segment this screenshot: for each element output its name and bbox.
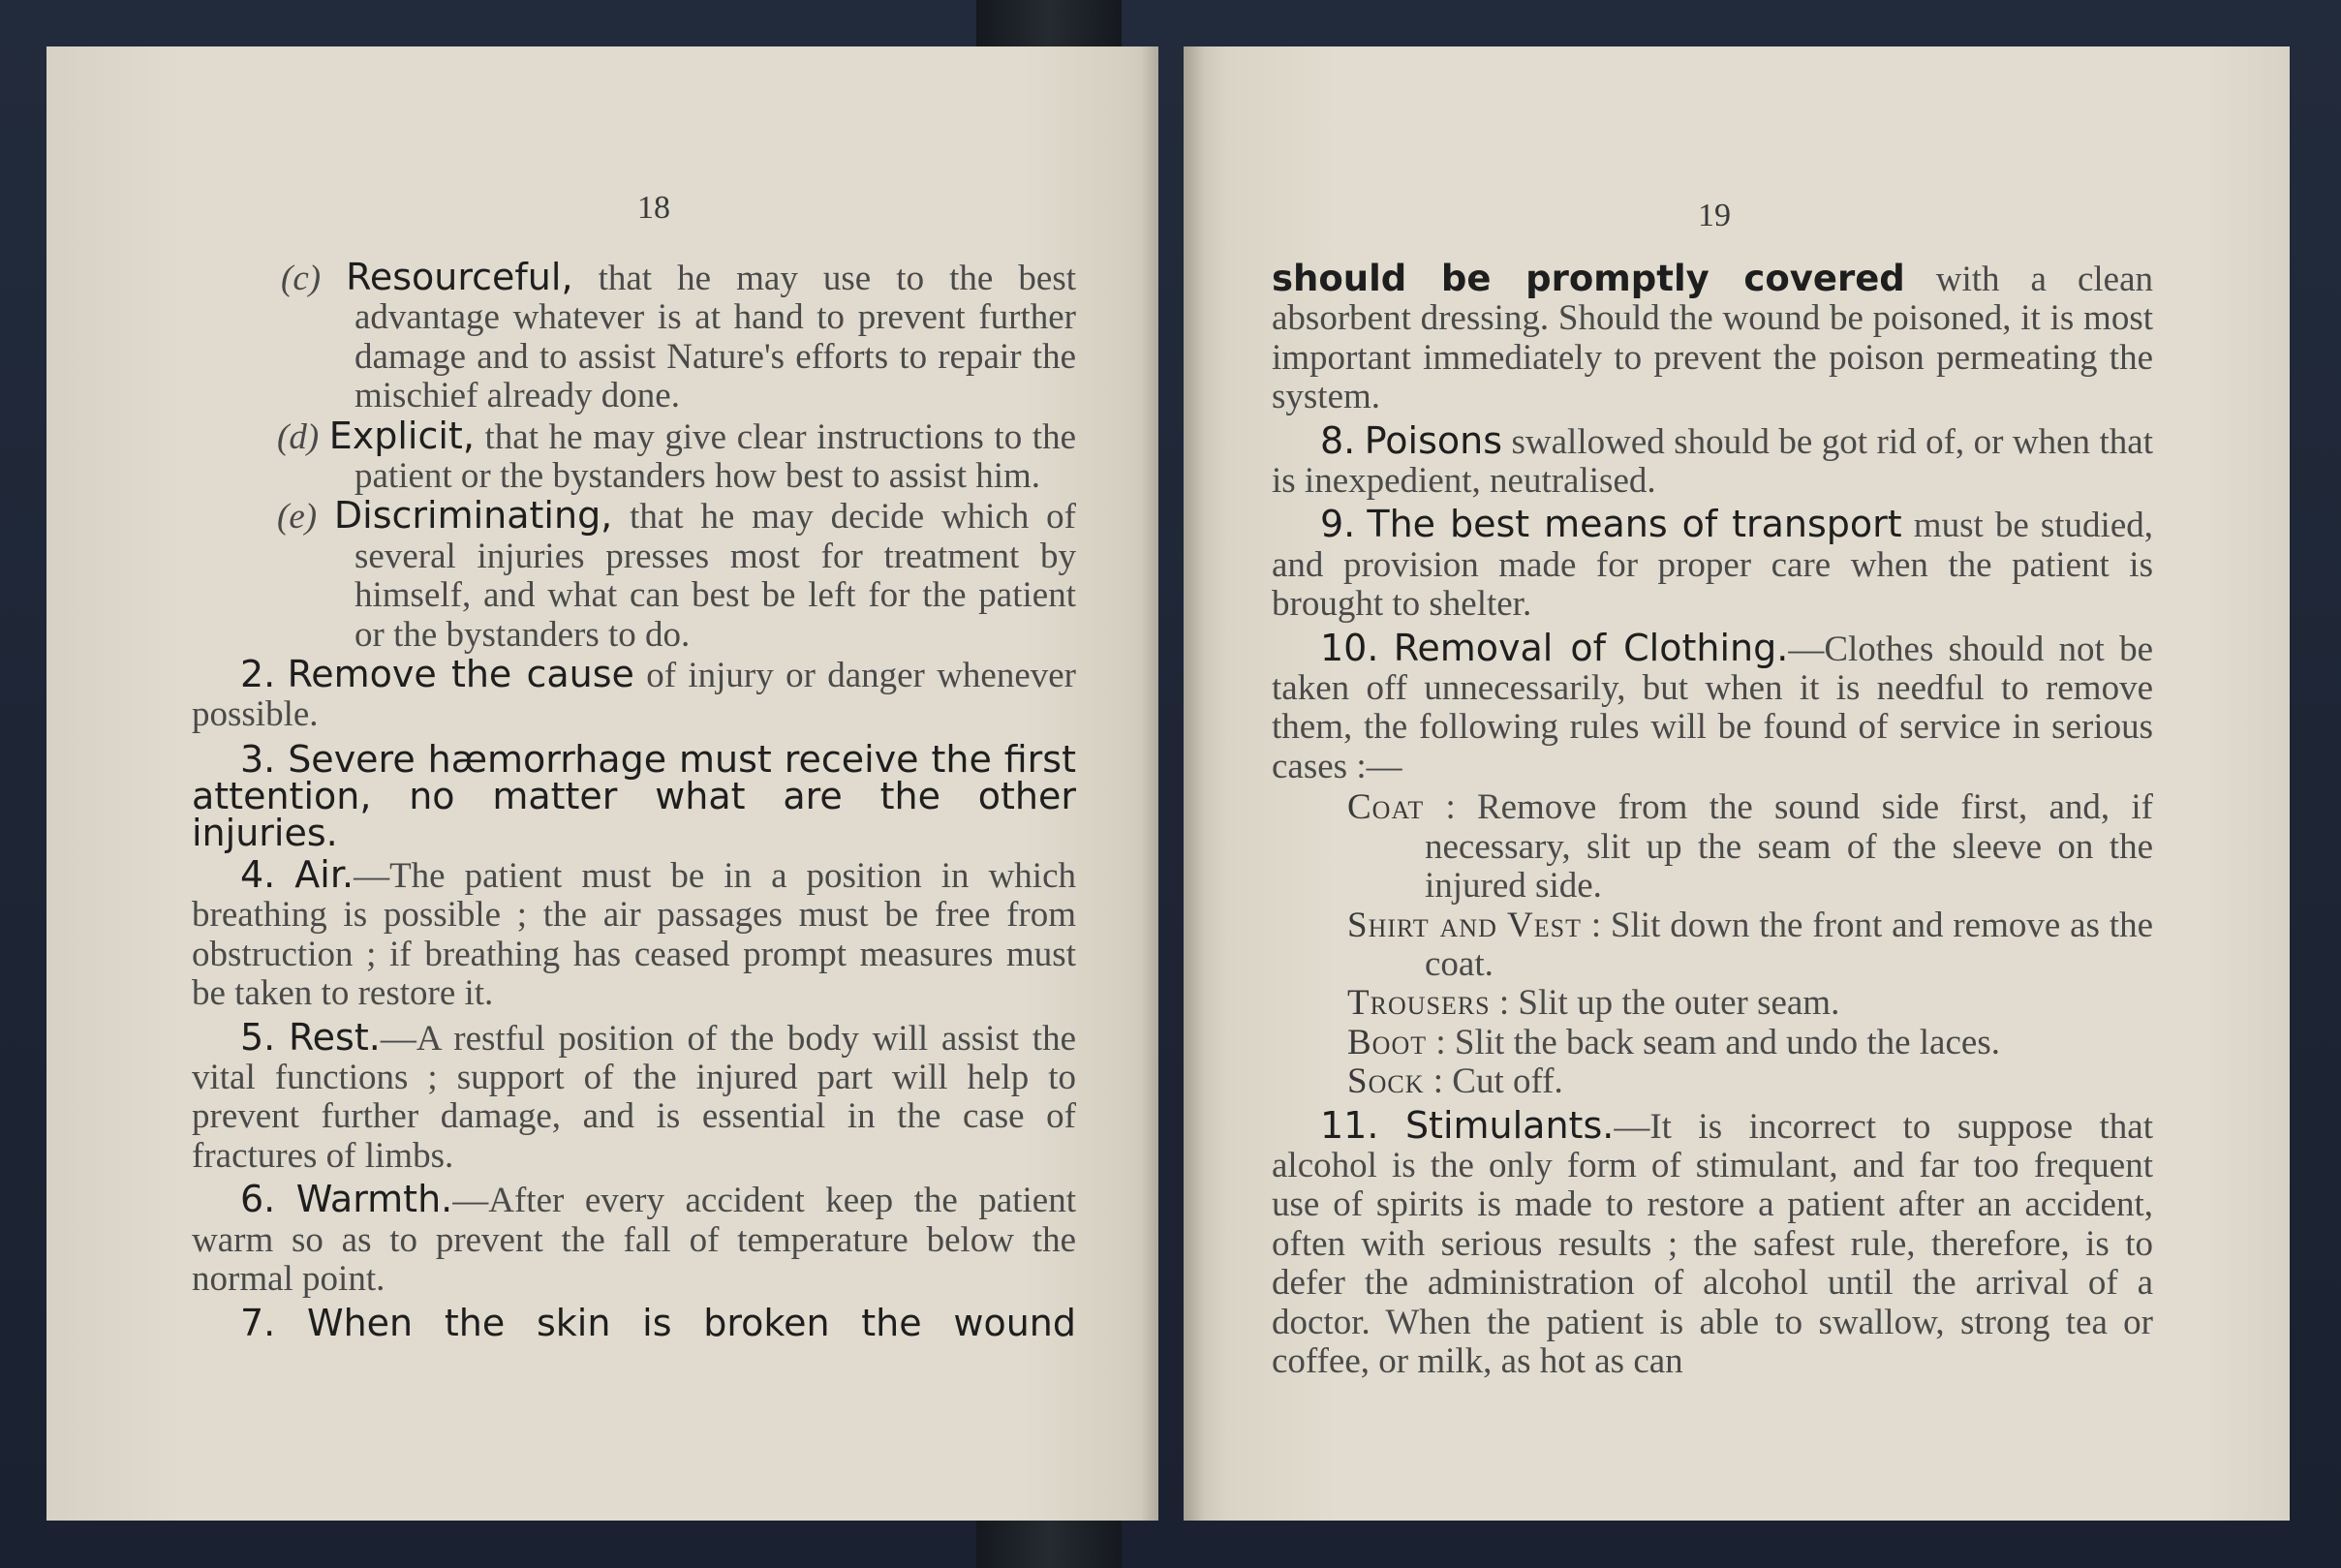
item-marker: (c) [281,259,322,298]
paragraph-heading: Poisons [1364,418,1503,462]
paragraph-number: 5. [240,1015,276,1059]
item-text: that he may give clear instructions to the patient or the bystanders how best to assist him. [354,416,1076,497]
paragraph-number: 4. [240,852,276,896]
paragraph-heading: should be promptly covered [1272,258,1905,299]
paragraph-5 [192,1015,1076,1177]
item-d [192,416,1076,497]
clothing-rule-trousers [1272,984,2153,1023]
clothing-label: Shirt and Vest [1347,905,1582,945]
item-text: that he may decide which of several injuries presses most for treatment by himself, and what can best be left for the patient or the bystanders to do. [354,497,1076,655]
paragraph-7 [192,1302,1076,1345]
paragraph-4 [192,852,1077,1014]
paragraph-number: 7. [240,1302,276,1345]
paragraph-number: 10. [1320,626,1379,669]
page-fold-shadow [1141,46,1158,1521]
paragraph-text: must be studied, and provision made for proper care when the patient is brought to shelter. [1272,506,2153,625]
paragraph-8 [1272,418,2153,502]
paragraph-heading: Stimulants. [1404,1103,1615,1147]
paragraph-10 [1272,626,2153,787]
item-heading: Discriminating, [333,494,613,538]
item-heading: Explicit, [328,414,475,457]
paragraph-number: 8. [1320,418,1356,462]
paragraph-number: 2. [240,653,276,696]
right-page-number: 19 [1698,198,1731,233]
continued-paragraph [1272,260,2153,417]
paragraph-text: Severe hæmorrhage must receive the first attention, no matter what are the other injuries. [192,737,1076,854]
clothing-label: Trousers [1347,983,1491,1024]
paragraph-text: with a clean absorbent dressing. Should the wound be poisoned, it is most important immediately to prevent the poison permeating the system. [1272,260,2153,417]
clothing-rule-sock [1272,1062,2153,1101]
paragraph-text: swallowed should be got rid of, or when that is inexpedient, neutralised. [1272,421,2153,502]
paragraph-number: 9. [1320,503,1356,546]
paragraph-9 [1272,505,2153,624]
paragraph-text: of injury or danger whenever possible. [192,656,1077,735]
right-page-body [1272,260,2153,1381]
paragraph-text: —After every accident keep the patient warm so as to prevent the fall of temperature below the normal point. [192,1181,1076,1299]
paragraph-text: —The patient must be in a position in which breathing is possible ; the air passages must be free from obstruction ; if breathing has ceased prompt measures must be taken to restore it. [192,855,1077,1014]
clothing-text: : Remove from the sound side first, and, if necessary, slit up the seam of the sleeve on the injured side. [1424,787,2153,907]
clothing-text: : Slit down the front and remove as the coat. [1425,905,2153,984]
paragraph-text: —Clothes should not be taken off unnecessarily, but when it is needful to remove them, the following rules will be found of service in serious cases :— [1272,629,2153,786]
clothing-label: Boot [1347,1022,1428,1062]
item-heading: Resourceful, [346,256,573,298]
paragraph-heading: Remove the cause [287,653,634,696]
paragraph-text: —It is incorrect to suppose that alcohol is the only form of stimulant, and far too frequent use of spirits is made to restore a patient after an accident, often with serious results ; the safest rule, therefore, is to defer the administration of alcohol until the arrival of a doctor. When the patient is able to swallow, strong tea or coffee, or milk, as hot as can [1272,1106,2154,1381]
paragraph-text: When the skin is broken the wound [307,1302,1076,1345]
item-e [192,496,1076,655]
paragraph-2 [192,655,1076,735]
item-marker: (e) [277,497,318,538]
clothing-rule-boot [1272,1024,2153,1062]
paragraph-heading: The best means of transport [1367,503,1902,546]
page-fold-shadow [1184,46,1205,1521]
clothing-rule-coat [1272,788,2153,906]
paragraph-11 [1272,1103,2154,1382]
paragraph-heading: Rest. [288,1015,381,1059]
paragraph-3 [192,737,1076,854]
clothing-rule-shirt [1272,907,2153,985]
paragraph-6 [192,1180,1076,1299]
item-marker: (d) [277,416,320,457]
left-page-number: 18 [637,190,670,226]
paragraph-number: 11. [1320,1103,1379,1147]
left-page-body [192,256,1077,1345]
paragraph-number: 6. [240,1178,276,1221]
paragraph-heading: Removal of Clothing. [1393,626,1789,669]
paragraph-heading: Warmth. [295,1178,453,1221]
paragraph-number: 3. [240,737,276,781]
paragraph-heading: Air. [294,852,354,896]
clothing-label: Sock [1347,1061,1425,1102]
paragraph-text: —A restful position of the body will assist the vital functions ; support of the injured part will help to prevent further damage, and is essential in the case of fractures of limbs. [192,1018,1076,1176]
item-text: that he may use to the best advantage whatever is at hand to prevent further damage and to assist Nature's efforts to repair the mischief already done. [354,259,1077,416]
item-c [192,258,1076,416]
clothing-label: Coat [1347,787,1425,828]
clothing-text: : Slit up the outer seam. [1490,983,1840,1024]
clothing-text: : Cut off. [1424,1061,1563,1102]
clothing-text: : Slit the back seam and undo the laces. [1427,1022,2000,1062]
